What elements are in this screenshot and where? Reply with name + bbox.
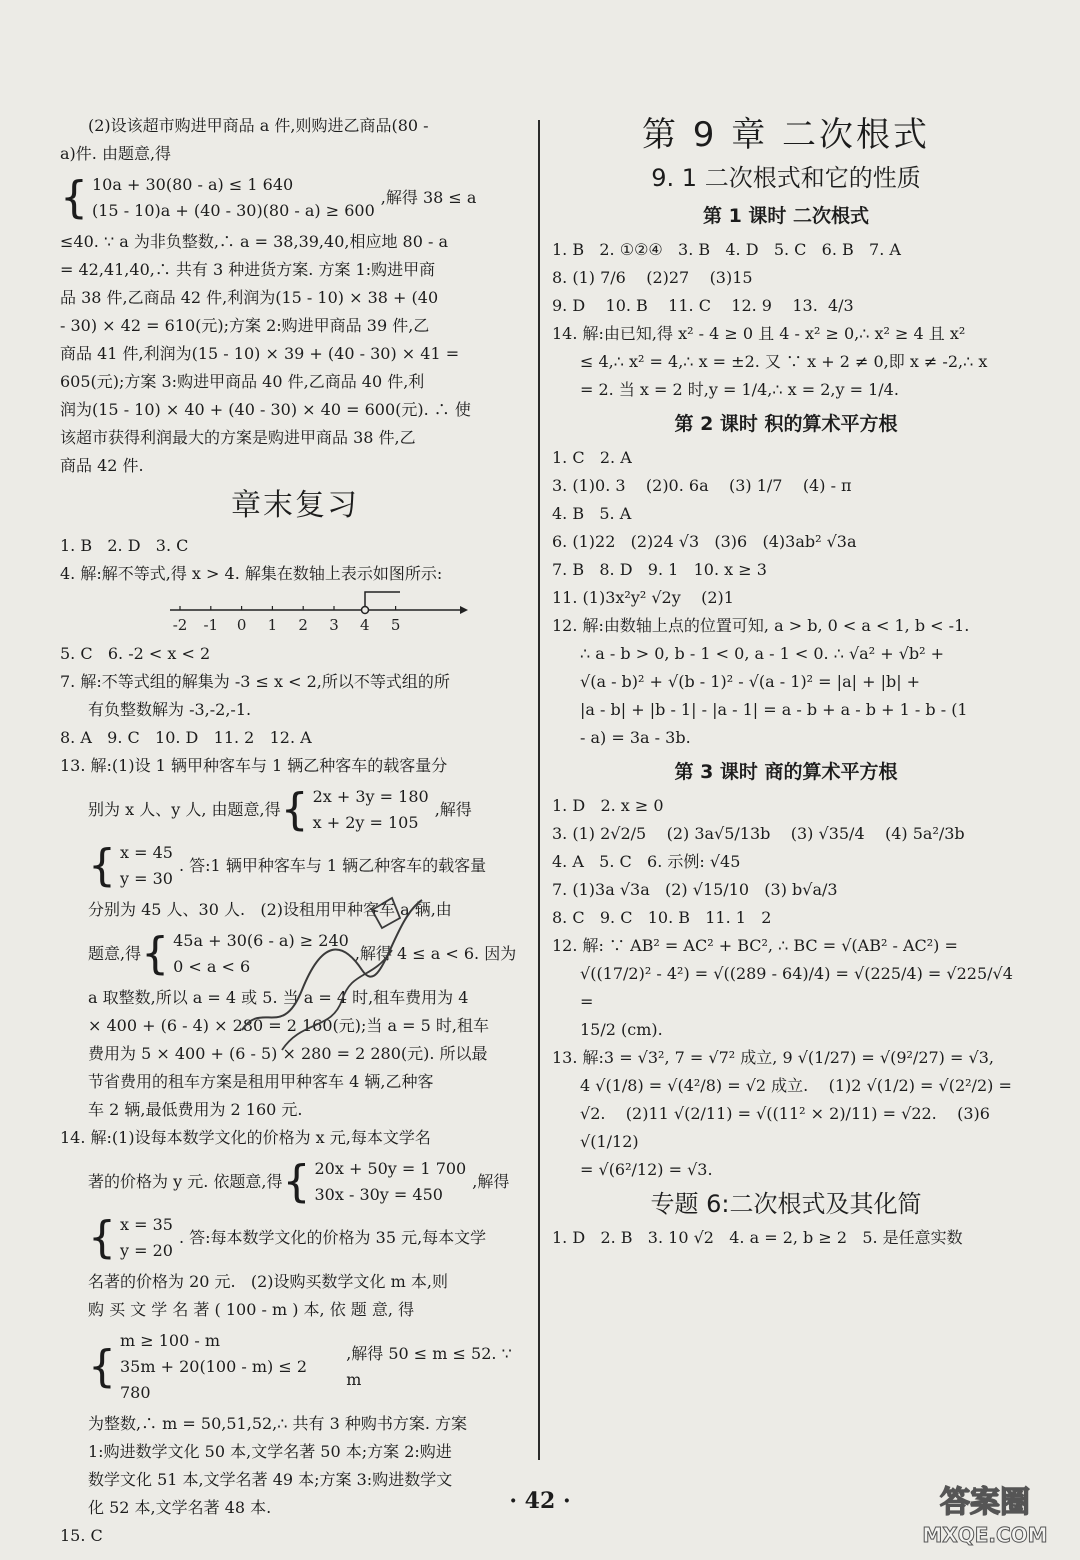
equation-system bbox=[60, 928, 530, 980]
answer-line: 9. D 10. B 11. C 12. 9 13. 4/3 bbox=[552, 296, 854, 315]
answer-line: 12. 解: ∵ AB² = AC² + BC², ∴ BC = √(AB² - AC²) = bbox=[552, 936, 958, 955]
number-line-label: 0 bbox=[236, 616, 247, 634]
section-title: 章末复习 bbox=[231, 488, 359, 523]
chapter-title: 第 9 章 二次根式 bbox=[641, 115, 931, 155]
brace-symbol: { bbox=[141, 928, 170, 979]
equation-tail: . 答:每本数学文化的价格为 35 元,每本文学 bbox=[178, 1228, 487, 1247]
answer-line: 15/2 (cm). bbox=[580, 1020, 663, 1039]
answer-line: ≤ 4,∴ x² = 4,∴ x = ±2. 又 ∵ x + 2 ≠ 0,即 x ≠ -2,∴ x bbox=[580, 352, 988, 371]
answer-line: 15. C bbox=[60, 1526, 103, 1545]
answer-line: 3. (1)0. 3 (2)0. 6a (3) 1/7 (4) - π bbox=[552, 476, 852, 495]
answer-line: 11. (1)3x²y² √2y (2)1 bbox=[552, 588, 734, 607]
number-line-label: 3 bbox=[329, 616, 339, 634]
answer-line: × 400 + (6 - 4) × 280 = 2 160(元);当 a = 5 时,租车 bbox=[88, 1016, 489, 1035]
equation-tail: ,解得 bbox=[434, 800, 472, 819]
answer-line: 为整数,∴ m = 50,51,52,∴ 共有 3 种购书方案. 方案 bbox=[88, 1414, 468, 1433]
answer-line: 4. A 5. C 6. 示例: √45 bbox=[552, 852, 741, 871]
answer-line: 费用为 5 × 400 + (6 - 5) × 280 = 2 280(元). 所以最 bbox=[88, 1044, 488, 1063]
answer-line: √2. (2)11 √(2/11) = √((11² × 2)/11) = √22. (3)6 √(1/12) bbox=[580, 1104, 996, 1151]
intro-line: (2)设该超市购进甲商品 a 件,则购进乙商品(80 - bbox=[88, 116, 429, 135]
equation-line: x + 2y = 105 bbox=[312, 813, 419, 832]
answer-line: 13. 解:3 = √3², 7 = √7² 成立, 9 √(1/27) = √(9²/27) = √3, bbox=[552, 1048, 994, 1067]
lesson-title: 第 1 课时 二次根式 bbox=[702, 205, 870, 227]
section-title: 9. 1 二次根式和它的性质 bbox=[651, 164, 921, 192]
equation-system bbox=[60, 1156, 530, 1208]
equation-tail: . 答:1 辆甲种客车与 1 辆乙种客车的载客量 bbox=[178, 856, 487, 875]
equation-pretext: 别为 x 人、y 人, 由题意,得 bbox=[88, 800, 281, 819]
equation-tail: ,解得 50 ≤ m ≤ 52. ∵ m bbox=[346, 1344, 512, 1389]
number-line-label: 4 bbox=[360, 616, 370, 634]
number-line-label: 5 bbox=[390, 616, 401, 634]
brace-symbol: { bbox=[280, 784, 309, 835]
right-column bbox=[552, 112, 1020, 1252]
answer-line: 节省费用的租车方案是租用甲种客车 4 辆,乙种客 bbox=[88, 1072, 434, 1091]
equation-system bbox=[60, 1212, 530, 1264]
number-line-label: -2 bbox=[172, 616, 188, 634]
answer-line: 分别为 45 人、30 人. (2)设租用甲种客车 a 辆,由 bbox=[88, 900, 452, 919]
answer-line: 1. C 2. A bbox=[552, 448, 632, 467]
answer-line: 化 52 本,文学名著 48 本. bbox=[88, 1498, 272, 1517]
solution-line: 品 38 件,乙商品 42 件,利润为(15 - 10) × 38 + (40 bbox=[60, 288, 439, 307]
equation-line: 20x + 50y = 1 700 bbox=[314, 1159, 467, 1178]
answer-line: 车 2 辆,最低费用为 2 160 元. bbox=[88, 1100, 303, 1119]
equation-system bbox=[60, 784, 530, 836]
answer-line: 4. B 5. A bbox=[552, 504, 632, 523]
answer-line: 14. 解:由已知,得 x² - 4 ≥ 0 且 4 - x² ≥ 0,∴ x² ≥ 4 且 x² bbox=[552, 324, 966, 343]
equation-system bbox=[60, 172, 530, 224]
number-line-arrow bbox=[460, 606, 468, 614]
equation-line: x = 45 bbox=[120, 843, 173, 862]
equation-system bbox=[60, 1328, 530, 1406]
solution-line: 商品 42 件. bbox=[60, 456, 144, 475]
solution-line: 605(元);方案 3:购进甲商品 40 件,乙商品 40 件,利 bbox=[60, 372, 425, 391]
equation-system bbox=[60, 840, 530, 892]
column-divider bbox=[538, 120, 540, 1460]
solution-line: 该超市获得利润最大的方案是购进甲商品 38 件,乙 bbox=[60, 428, 416, 447]
answer-line: 4. 解:解不等式,得 x > 4. 解集在数轴上表示如图所示: bbox=[60, 564, 443, 583]
watermark-logo-glyphs: 答案圈 bbox=[940, 1485, 1030, 1520]
equation-tail: ,解得 4 ≤ a < 6. 因为 bbox=[354, 944, 517, 963]
equation-line: 10a + 30(80 - a) ≤ 1 640 bbox=[92, 175, 294, 194]
topic-title: 专题 6:二次根式及其化简 bbox=[650, 1190, 922, 1218]
answer-line: 4 √(1/8) = √(4²/8) = √2 成立. (1)2 √(1/2) = √(2²/2) = bbox=[580, 1076, 1012, 1095]
answer-line: 8. (1) 7/6 (2)27 (3)15 bbox=[552, 268, 753, 287]
answer-line: |a - b| + |b - 1| - |a - 1| = a - b + a - b + 1 - b - (1 bbox=[580, 700, 968, 719]
brace-symbol: { bbox=[88, 1212, 116, 1263]
answer-line: 名著的价格为 20 元. (2)设购买数学文化 m 本,则 bbox=[88, 1272, 448, 1291]
answer-line: 8. A 9. C 10. D 11. 2 12. A bbox=[60, 728, 312, 747]
answer-line: 8. C 9. C 10. B 11. 1 2 bbox=[552, 908, 772, 927]
solution-line: ≤40. ∵ a 为非负整数,∴ a = 38,39,40,相应地 80 - a bbox=[60, 232, 449, 251]
solution-line: - 30) × 42 = 610(元);方案 2:购进甲商品 39 件,乙 bbox=[60, 316, 430, 335]
left-column bbox=[60, 112, 530, 1550]
equation-line: x = 35 bbox=[120, 1215, 173, 1234]
watermark-url: MXQE.COM bbox=[922, 1523, 1048, 1547]
answer-line: 7. 解:不等式组的解集为 -3 ≤ x < 2,所以不等式组的所 bbox=[60, 672, 450, 691]
answer-line: 购 买 文 学 名 著 ( 100 - m ) 本, 依 题 意, 得 bbox=[88, 1300, 415, 1319]
solution-line: = 42,41,40,∴ 共有 3 种进货方案. 方案 1:购进甲商 bbox=[60, 260, 436, 279]
number-line-label: 2 bbox=[298, 616, 308, 634]
answer-line: ∴ a - b > 0, b - 1 < 0, a - 1 < 0. ∴ √a² + √b² + bbox=[580, 644, 945, 663]
equation-pretext: 题意,得 bbox=[88, 944, 142, 963]
equation-line: (15 - 10)a + (40 - 30)(80 - a) ≥ 600 bbox=[92, 201, 375, 220]
lesson-title: 第 2 课时 积的算术平方根 bbox=[674, 413, 898, 435]
solution-line: 商品 41 件,利润为(15 - 10) × 39 + (40 - 30) × 41 = bbox=[60, 344, 460, 363]
answer-line: = √(6²/12) = √3. bbox=[580, 1160, 713, 1179]
watermark-logo bbox=[910, 1478, 1060, 1550]
brace-symbol: { bbox=[60, 172, 88, 223]
answer-line: 1:购进数学文化 50 本,文学名著 50 本;方案 2:购进 bbox=[88, 1442, 452, 1461]
answer-line: 7. B 8. D 9. 1 10. x ≥ 3 bbox=[552, 560, 767, 579]
answer-line: 1. D 2. x ≥ 0 bbox=[552, 796, 664, 815]
answer-line: 1. B 2. D 3. C bbox=[60, 536, 189, 555]
equation-line: y = 30 bbox=[120, 869, 173, 888]
equation-line: 0 < a < 6 bbox=[173, 957, 251, 976]
answer-line: 1. B 2. ①②④ 3. B 4. D 5. C 6. B 7. A bbox=[552, 240, 901, 259]
answer-line: 6. (1)22 (2)24 √3 (3)6 (4)3ab² √3a bbox=[552, 532, 857, 551]
page-number: · 42 · bbox=[509, 1488, 571, 1514]
equation-line: 2x + 3y = 180 bbox=[312, 787, 429, 806]
lesson-title: 第 3 课时 商的算术平方根 bbox=[674, 761, 898, 783]
equation-line: y = 20 bbox=[120, 1241, 173, 1260]
brace-symbol: { bbox=[282, 1156, 311, 1207]
answer-line: √((17/2)² - 4²) = √((289 - 64)/4) = √(225/4) = √225/√4 = bbox=[580, 964, 1019, 1011]
number-line-label: 1 bbox=[267, 616, 278, 634]
answer-line: 1. D 2. B 3. 10 √2 4. a = 2, b ≥ 2 5. 是任意实数 bbox=[552, 1228, 963, 1247]
solution-line: 润为(15 - 10) × 40 + (40 - 30) × 40 = 600(元). ∴ 使 bbox=[60, 400, 471, 419]
answer-line: = 2. 当 x = 2 时,y = 1/4,∴ x = 2,y = 1/4. bbox=[580, 380, 899, 399]
answer-line: 14. 解:(1)设每本数学文化的价格为 x 元,每本文学名 bbox=[60, 1128, 431, 1147]
open-endpoint bbox=[362, 607, 369, 614]
equation-tail: ,解得 bbox=[472, 1172, 510, 1191]
equation-line: 45a + 30(6 - a) ≥ 240 bbox=[173, 931, 349, 950]
answer-line: 12. 解:由数轴上点的位置可知, a > b, 0 < a < 1, b < -1. bbox=[552, 616, 970, 635]
answer-line: √(a - b)² + √(b - 1)² - √(a - 1)² = |a| + |b| + bbox=[580, 672, 921, 691]
answer-line: 5. C 6. -2 < x < 2 bbox=[60, 644, 211, 663]
number-line-figure bbox=[170, 588, 470, 640]
brace-symbol: { bbox=[88, 840, 116, 891]
equation-tail: ,解得 38 ≤ a bbox=[380, 188, 477, 207]
brace-symbol: { bbox=[88, 1341, 116, 1392]
equation-line: 35m + 20(100 - m) ≤ 2 780 bbox=[120, 1357, 307, 1402]
number-line-label: -1 bbox=[203, 616, 219, 634]
answer-line: a 取整数,所以 a = 4 或 5. 当 a = 4 时,租车费用为 4 bbox=[88, 988, 469, 1007]
intro-line: a)件. 由题意,得 bbox=[60, 144, 172, 163]
answer-line: - a) = 3a - 3b. bbox=[580, 728, 691, 747]
answer-line: 7. (1)3a √3a (2) √15/10 (3) b√a/3 bbox=[552, 880, 838, 899]
equation-line: m ≥ 100 - m bbox=[120, 1331, 221, 1350]
equation-line: 30x - 30y = 450 bbox=[314, 1185, 443, 1204]
answer-line: 3. (1) 2√2/5 (2) 3a√5/13b (3) √35/4 (4) 5a²/3b bbox=[552, 824, 965, 843]
answer-line: 数学文化 51 本,文学名著 49 本;方案 3:购进数学文 bbox=[88, 1470, 453, 1489]
answer-line: 13. 解:(1)设 1 辆甲种客车与 1 辆乙种客车的载客量分 bbox=[60, 756, 448, 775]
equation-pretext: 著的价格为 y 元. 依题意,得 bbox=[88, 1172, 283, 1191]
solution-ray bbox=[365, 592, 400, 610]
answer-line: 有负整数解为 -3,-2,-1. bbox=[88, 700, 252, 719]
